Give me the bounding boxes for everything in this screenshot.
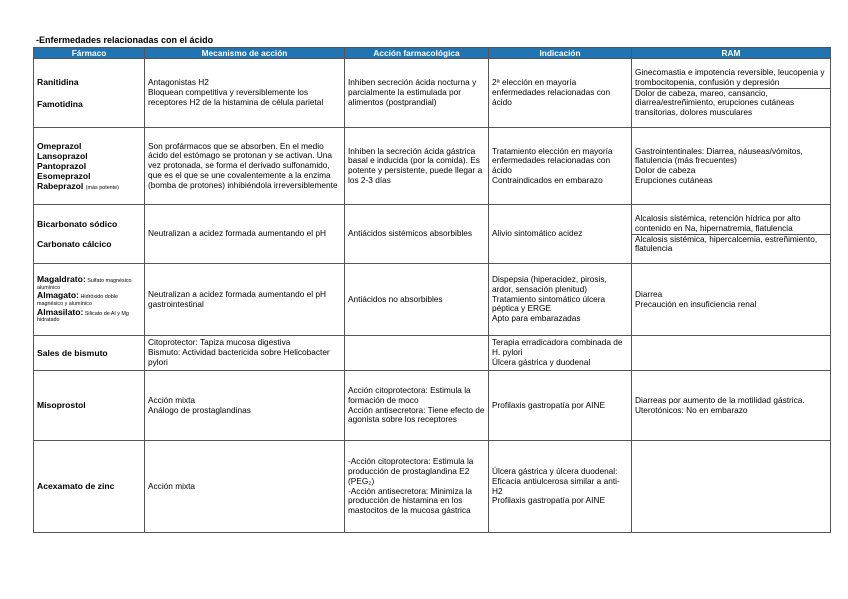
action-cell: Inhiben la secreción ácida gástrica basal e inducida (por la comida). Es potente y persistente, puede llegar a los 2-3 días — [345, 128, 489, 205]
drug-cell — [34, 205, 145, 264]
ram-entry: Alcalosis sistémica, retención hídrica por alto contenido en Na, hipernatremia, flatulencia — [632, 214, 830, 234]
mechanism-cell: Neutralizan a acidez formada aumentando el pH — [145, 205, 345, 264]
drug-note: Silicato de Al y Mg hidratado — [37, 310, 129, 324]
header-farmaco: Fármaco — [34, 48, 145, 59]
drug-name: Almagato: — [37, 290, 80, 301]
table-row — [34, 441, 831, 533]
ram-entry: Dolor de cabeza, mareo, cansancio, diarrea/estreñimiento, erupciones cutáneas transitorias, dolores musculares — [635, 87, 795, 118]
drug-name: Rabeprazol (más potente) — [37, 180, 119, 191]
mechanism-cell: Citoprotector: Tapiza mucosa digestiva Bismuto: Actividad bactericida sobre Helicobacter pylori — [145, 336, 345, 371]
mechanism-cell: Acción mixta — [145, 441, 345, 533]
drug-name: Misoprostol — [37, 400, 86, 411]
page-title: -Enfermedades relacionadas con el ácido — [36, 35, 214, 45]
mechanism-cell: Antagonistas H2 Bloquean competitiva y reversiblemente los receptores H2 de la histamina de célula parietal — [145, 59, 345, 128]
drug-entry — [37, 275, 142, 291]
drug-cell — [34, 128, 145, 205]
ram-cell: Gastrointentinales: Diarrea, náuseas/vómitos, flatulencia (más frecuentes) Dolor de cabeza Erupciones cutáneas — [632, 128, 831, 205]
drug-name: Omeprazol — [37, 140, 82, 151]
ram-cell: Diarreas por aumento de la motilidad gástrica. Uterotónicos: No en embarazo — [632, 371, 831, 441]
drug-entry — [37, 291, 142, 307]
drug-entry — [37, 308, 142, 324]
action-cell: -Acción citoprotectora: Estimula la producción de prostaglandina E2 (PEG₂) -Acción antisecretora: Minimiza la producción de histamina en los mastocitos de la mucosa gástrica — [345, 441, 489, 533]
mechanism-cell: Son profármacos que se absorben. En el medio ácido del estómago se protonan y se activan. Una vez protonada, se forma el derivado sulfonamido, que es el que se une covalentemente a la enzima (bomba de protones) inhibiéndola irreversiblemente — [145, 128, 345, 205]
ram-cell — [632, 205, 831, 264]
drug-name: Famotidina — [37, 98, 83, 109]
drug-name: Sales de bismuto — [37, 347, 108, 358]
drug-cell — [34, 336, 145, 371]
indication-cell: Úlcera gástrica y úlcera duodenal: Eficacia antiulcerosa similar a anti-H2 Profilaxis gastropatía por AINE — [489, 441, 632, 533]
ram-cell — [632, 336, 831, 371]
drug-note: (más potente) — [85, 184, 119, 191]
indication-cell: Dispepsia (hiperacidez, pirosis, ardor, sensación plenitud) Tratamiento sintomático úlcera péptica y ERGE Apto para embarazadas — [489, 264, 632, 336]
mechanism-cell: Neutralizan a acidez formada aumentando el pH gastrointestinal — [145, 264, 345, 336]
table-row — [34, 128, 831, 205]
table-row — [34, 264, 831, 336]
ram-cell — [632, 59, 831, 128]
drug-note: Hidróxido doble magnésico y alumínico — [37, 294, 118, 308]
header-indicacion: Indicación — [489, 48, 632, 59]
table-row — [34, 205, 831, 264]
action-cell: Antiácidos sistémicos absorbibles — [345, 205, 489, 264]
indication-cell: Alivio sintomático acidez — [489, 205, 632, 264]
ram-entry: Alcalosis sistémica, hipercalcemia, estreñimiento, flatulencia — [635, 233, 818, 254]
table-row — [34, 371, 831, 441]
drug-table — [33, 47, 831, 533]
action-cell: Inhiben secreción ácida nocturna y parcialmente la estimulada por alimentos (postprandial) — [345, 59, 489, 128]
indication-cell: Profilaxis gastropatía por AINE — [489, 371, 632, 441]
drug-note: Sulfato magnésico alumínico — [37, 278, 132, 292]
header-accion: Acción farmacológica — [345, 48, 489, 59]
indication-cell: 2ª elección en mayoría enfermedades relacionadas con ácido — [489, 59, 632, 128]
action-cell: Acción citoprotectora: Estimula la formación de moco Acción antisecretora: Tiene efecto de agonista sobre los receptores — [345, 371, 489, 441]
header-row — [34, 48, 831, 59]
drug-name: Acexamato de zinc — [37, 481, 115, 492]
drug-name: Carbonato cálcico — [37, 239, 112, 249]
indication-cell: Tratamiento elección en mayoría enfermedades relacionadas con ácido Contraindicados en embarazo — [489, 128, 632, 205]
drug-name: Pantoprazol — [37, 160, 87, 171]
action-cell — [345, 336, 489, 371]
drug-cell — [34, 371, 145, 441]
drug-name: Lansoprazol — [37, 150, 88, 161]
indication-cell: Terapia erradicadora combinada de H. pylori Úlcera gástrica y duodenal — [489, 336, 632, 371]
ram-cell — [632, 441, 831, 533]
header-ram: RAM — [632, 48, 831, 59]
drug-cell — [34, 59, 145, 128]
drug-name: Magaldrato: — [37, 274, 86, 285]
drug-cell — [34, 264, 145, 336]
drug-name: Ranitidina — [37, 77, 79, 88]
mechanism-cell: Acción mixta Análogo de prostaglandinas — [145, 371, 345, 441]
drug-name: Esomeprazol — [37, 170, 91, 181]
table-row — [34, 336, 831, 371]
drug-name: Almasilato: — [37, 306, 84, 317]
table-row — [34, 59, 831, 128]
header-mecanismo: Mecanismo de acción — [145, 48, 345, 59]
ram-entry: Ginecomastia e impotencia reversible, leucopenia y trombocitopenia, confusión y depresión — [632, 68, 830, 88]
action-cell: Antiácidos no absorbibles — [345, 264, 489, 336]
ram-cell: Diarrea Precaución en insuficiencia renal — [632, 264, 831, 336]
drug-cell — [34, 441, 145, 533]
drug-name: Bicarbonato sódico — [37, 218, 118, 229]
